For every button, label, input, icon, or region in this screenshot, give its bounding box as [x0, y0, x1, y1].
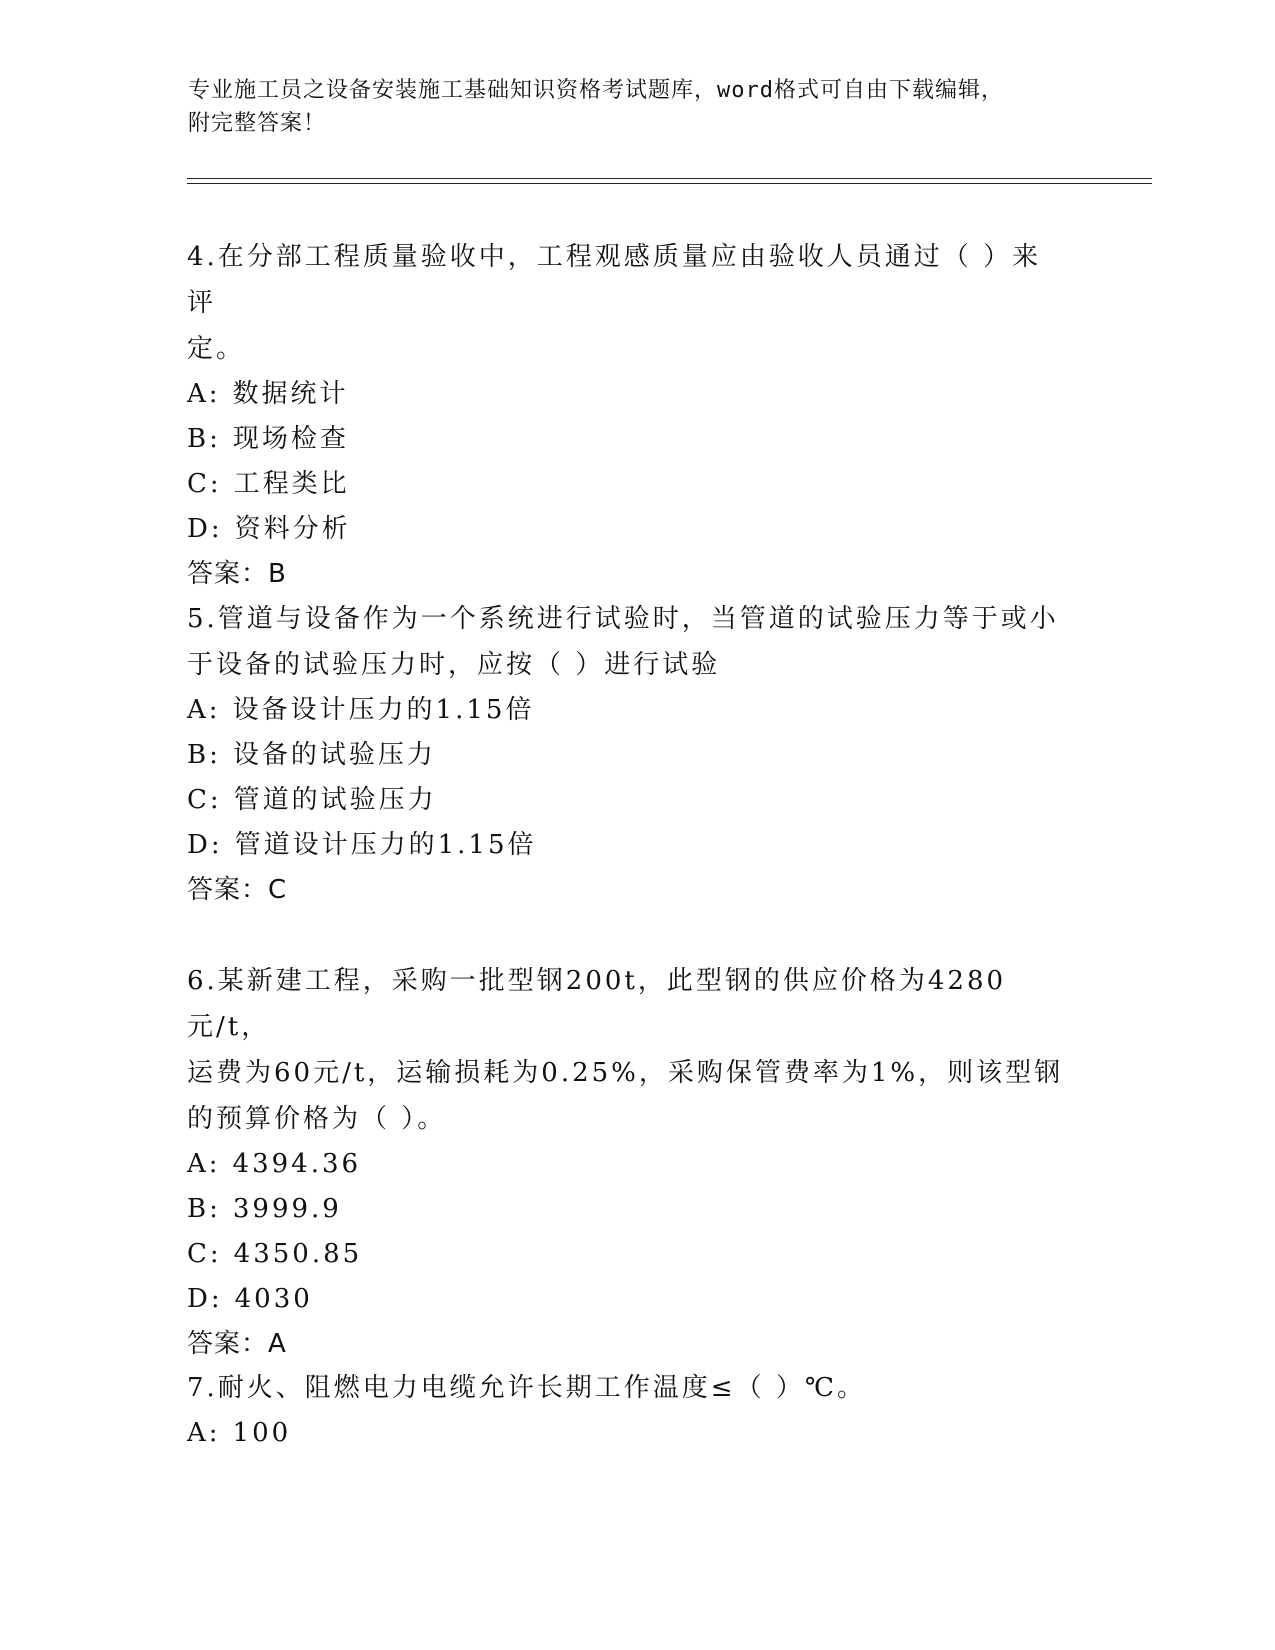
option-text: 资料分析	[234, 514, 351, 544]
option-text: 4350.85	[233, 1239, 363, 1269]
option-b	[187, 733, 1067, 778]
option-text: 100	[232, 1418, 292, 1448]
option-text: 工程类比	[233, 469, 350, 499]
document-header	[188, 74, 1088, 140]
answer-line: 答案：B	[187, 559, 287, 589]
question-stem-line: 5.管道与设备作为一个系统进行试验时，当管道的试验压力等于或小	[187, 604, 1059, 634]
option-a	[187, 1411, 1067, 1456]
option-text: 4030	[234, 1284, 313, 1314]
option-label: B:	[187, 424, 221, 454]
option-label: C:	[187, 785, 222, 815]
option-a	[187, 688, 1067, 733]
option-text: 数据统计	[232, 379, 349, 409]
option-label: A:	[187, 379, 221, 409]
question-stem-line: 于设备的试验压力时，应按（ ）进行试验	[187, 650, 721, 680]
option-label: A:	[187, 1418, 221, 1448]
option-text: 现场检查	[232, 424, 349, 454]
question-stem-line: 7.耐火、阻燃电力电缆允许长期工作温度≤（ ）℃。	[187, 1373, 866, 1403]
option-label: D:	[187, 1284, 223, 1314]
header-line-1: 专业施工员之设备安装施工基础知识资格考试题库，word格式可自由下载编辑，	[188, 78, 1004, 103]
header-divider-top	[187, 178, 1152, 179]
option-c	[187, 778, 1067, 823]
option-text: 设备的试验压力	[232, 740, 436, 770]
option-label: B:	[187, 740, 221, 770]
option-d	[187, 1277, 1067, 1322]
question-stem-line: 4.在分部工程质量验收中，工程观感质量应由验收人员通过（ ）来评	[187, 242, 1042, 318]
option-d	[187, 507, 1067, 552]
option-text: 管道的试验压力	[233, 785, 437, 815]
option-label: C:	[187, 469, 222, 499]
option-b	[187, 1187, 1067, 1232]
option-text: 设备设计压力的1.15倍	[232, 695, 535, 725]
question-5	[187, 596, 1067, 913]
option-label: D:	[187, 830, 223, 860]
option-c	[187, 1232, 1067, 1277]
header-line-2: 附完整答案！	[188, 111, 327, 136]
question-stem-line: 的预算价格为（ ）。	[187, 1104, 447, 1134]
option-label: B:	[187, 1194, 221, 1224]
option-text: 4394.36	[232, 1149, 362, 1179]
option-text: 管道设计压力的1.15倍	[234, 830, 537, 860]
header-divider-bottom	[187, 183, 1152, 184]
question-stem-line: 6.某新建工程，采购一批型钢200t，此型钢的供应价格为4280元/t，	[187, 966, 1007, 1042]
option-b	[187, 417, 1067, 462]
question-4	[187, 234, 1067, 597]
question-stem-line: 定。	[187, 334, 246, 364]
option-a	[187, 372, 1067, 417]
option-a	[187, 1142, 1067, 1187]
question-stem-line: 运费为60元/t，运输损耗为0.25%，采购保管费率为1%，则该型钢	[187, 1058, 1064, 1088]
question-7	[187, 1365, 1067, 1456]
option-text: 3999.9	[232, 1194, 342, 1224]
option-label: A:	[187, 1149, 221, 1179]
option-d	[187, 823, 1067, 868]
option-label: A:	[187, 695, 221, 725]
answer-line: 答案：C	[187, 875, 288, 905]
question-6	[187, 958, 1067, 1367]
option-label: C:	[187, 1239, 222, 1269]
option-label: D:	[187, 514, 223, 544]
answer-line: 答案：A	[187, 1329, 287, 1359]
option-c	[187, 462, 1067, 507]
